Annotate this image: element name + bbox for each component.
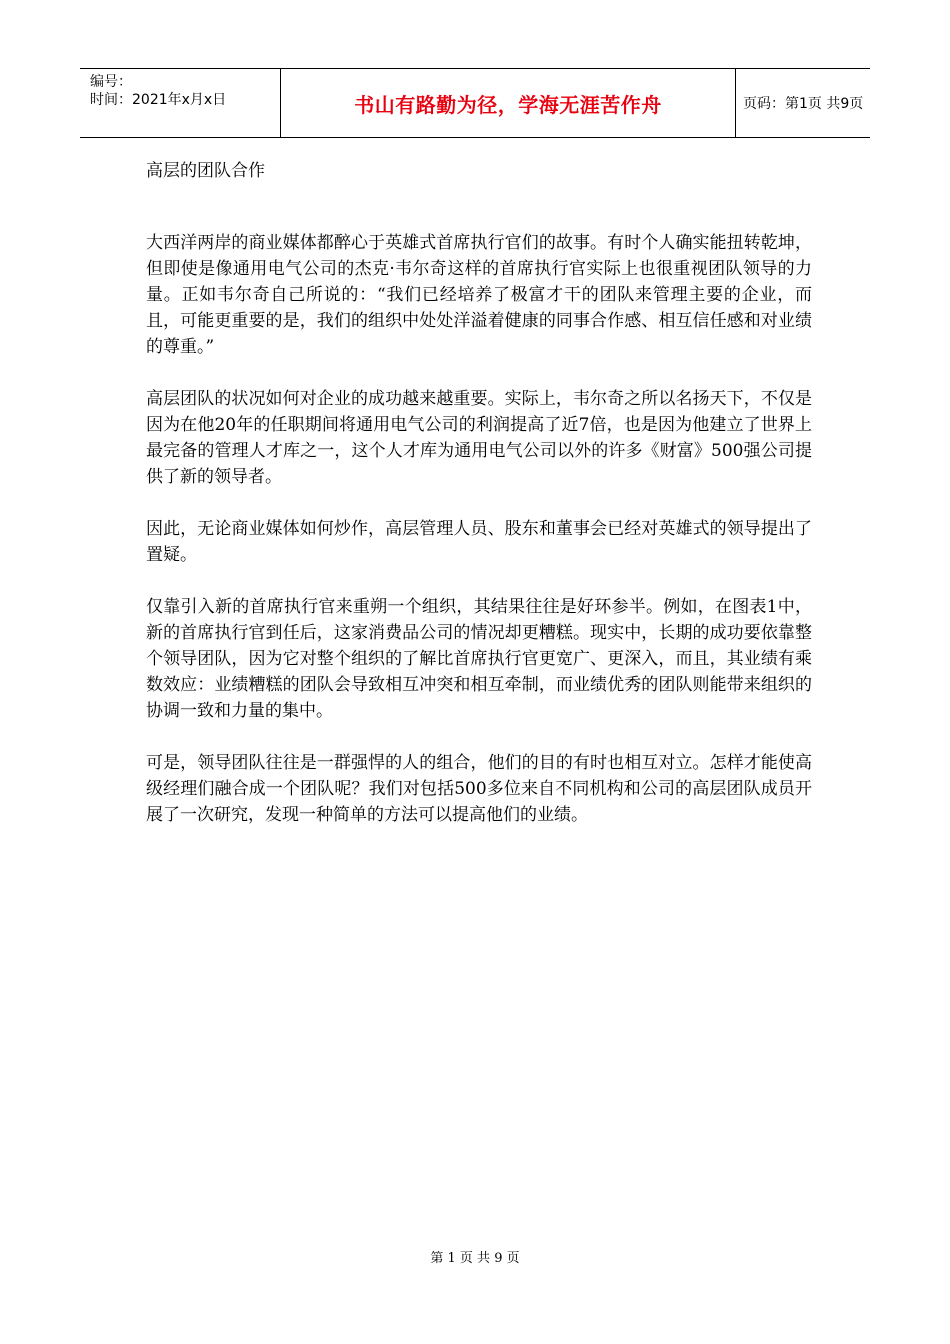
paragraph-2: 高层团队的状况如何对企业的成功越来越重要。实际上，韦尔奇之所以名扬天下，不仅是因为在他20年的任职期间将通用电气公司的利润提高了近7倍，也是因为他建立了世界上最完备的管理人才库之一，这个人才库为通用电气公司以外的许多《财富》500强公司提供了新的领导者。 bbox=[146, 389, 812, 487]
document-body bbox=[146, 158, 812, 854]
document-header bbox=[80, 68, 870, 138]
document-title: 高层的团队合作 bbox=[146, 161, 265, 181]
header-meta bbox=[80, 69, 280, 137]
paragraph-4: 仅靠引入新的首席执行官来重朔一个组织，其结果往往是好环参半。例如，在图表1中，新的首席执行官到任后，这家消费品公司的情况却更糟糕。现实中，长期的成功要依靠整个领导团队，因为它对整个组织的了解比首席执行官更宽广、更深入，而且，其业绩有乘数效应：业绩糟糕的团队会导致相互冲突和相互牵制，而业绩优秀的团队则能带来组织的协调一致和力量的集中。 bbox=[146, 597, 812, 721]
page-footer: 第 1 页 共 9 页 bbox=[430, 1251, 520, 1266]
motto-text: 书山有路勤为径，学海无涯苦作舟 bbox=[354, 92, 662, 117]
paragraph-3: 因此，无论商业媒体如何炒作，高层管理人员、股东和董事会已经对英雄式的领导提出了置疑。 bbox=[146, 519, 812, 565]
page-info: 页码：第1页 共9页 bbox=[743, 96, 864, 112]
serial-number-label: 编号： bbox=[90, 74, 132, 90]
paragraph-1: 大西洋两岸的商业媒体都醉心于英雄式首席执行官们的故事。有时个人确实能扭转乾坤，但即使是像通用电气公司的杰克·韦尔奇这样的首席执行官实际上也很重视团队领导的力量。正如韦尔奇自己所说的：“我们已经培养了极富才干的团队来管理主要的企业，而且，可能更重要的是，我们的组织中处处洋溢着健康的同事合作感、相互信任感和对业绩的尊重。” bbox=[146, 233, 812, 357]
date-label: 时间：2021年x月x日 bbox=[90, 92, 227, 108]
paragraph-5: 可是，领导团队往往是一群强悍的人的组合，他们的目的有时也相互对立。怎样才能使高级经理们融合成一个团队呢？我们对包括500多位来自不同机构和公司的高层团队成员开展了一次研究，发现一种简单的方法可以提高他们的业绩。 bbox=[146, 753, 812, 825]
header-page-cell bbox=[735, 69, 870, 137]
header-motto-cell bbox=[280, 69, 736, 137]
